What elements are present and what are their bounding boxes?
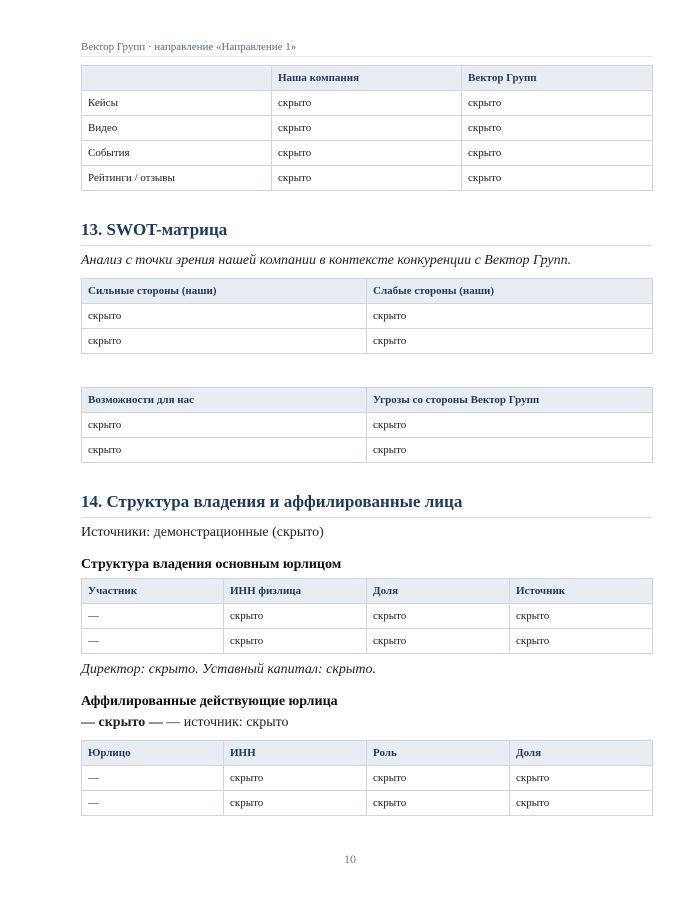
table-cell: скрыто [462,141,653,166]
table-cell: — [82,791,224,816]
table-cell: скрыто [224,604,367,629]
ownership-table-wrapper [81,578,653,654]
table-row [82,438,653,463]
comparison-table-wrapper [81,65,653,191]
table-cell: скрыто [272,166,462,191]
table-row [82,791,653,816]
table-row [82,766,653,791]
table-cell: скрыто [367,629,510,654]
table-cell: — [82,766,224,791]
table-header-cell: Возможности для нас [82,388,367,413]
table-header-cell: Сильные стороны (наши) [82,279,367,304]
running-header: Вектор Групп · направление «Направление 1» [81,41,652,57]
table-cell: Кейсы [82,91,272,116]
table-cell: скрыто [224,766,367,791]
section-14-title: 14. Структура владения и аффилированные лица [81,492,652,518]
table-cell: скрыто [272,91,462,116]
table-cell: скрыто [510,791,653,816]
table-row [82,304,653,329]
table-cell: скрыто [510,766,653,791]
table-header-cell: Роль [367,741,510,766]
table-cell: скрыто [82,304,367,329]
affiliated-source: — источник: скрыто [162,715,289,730]
table-header-row [82,279,653,304]
table-header-row [82,66,653,91]
table-header-cell: Участник [82,579,224,604]
table-header-cell: Источник [510,579,653,604]
table-header-row [82,579,653,604]
table-cell: скрыто [367,329,653,354]
affiliated-heading: Аффилированные действующие юрлица [81,694,338,709]
table-cell: скрыто [272,116,462,141]
swot-strengths-weaknesses-wrapper [81,278,653,354]
director-note: Директор: скрыто. Уставный капитал: скрыто. [81,662,376,677]
table-cell: Видео [82,116,272,141]
table-row [82,413,653,438]
ownership-table [81,578,653,654]
table-row [82,604,653,629]
table-cell: скрыто [82,413,367,438]
table-cell: скрыто [510,629,653,654]
affiliated-table [81,740,653,816]
table-cell: скрыто [462,91,653,116]
table-row [82,166,653,191]
table-header-row [82,388,653,413]
table-header-cell: Наша компания [272,66,462,91]
comparison-table [81,65,653,191]
swot-strengths-weaknesses-table [81,278,653,354]
affiliated-label: — скрыто — [81,715,163,730]
table-cell: скрыто [367,438,653,463]
swot-opportunities-threats-table [81,387,653,463]
table-cell: скрыто [510,604,653,629]
table-cell: скрыто [272,141,462,166]
table-cell: скрыто [462,166,653,191]
table-row [82,629,653,654]
table-row [82,116,653,141]
table-header-cell: Доля [510,741,653,766]
table-cell: скрыто [82,329,367,354]
table-cell: скрыто [82,438,367,463]
table-header-cell: Юрлицо [82,741,224,766]
table-cell: скрыто [367,304,653,329]
table-cell: — [82,604,224,629]
table-row [82,141,653,166]
table-cell: скрыто [367,413,653,438]
table-cell: скрыто [367,604,510,629]
table-cell: скрыто [462,116,653,141]
table-cell: скрыто [224,629,367,654]
table-cell: События [82,141,272,166]
swot-opportunities-threats-wrapper [81,387,653,463]
table-cell: скрыто [224,791,367,816]
table-header-row [82,741,653,766]
table-header-cell [82,66,272,91]
page-number: 10 [344,852,356,866]
sources-note: Источники: демонстрационные (скрыто) [81,525,324,540]
affiliated-table-wrapper [81,740,653,816]
table-cell: скрыто [367,766,510,791]
swot-subtitle: Анализ с точки зрения нашей компании в контексте конкуренции с Вектор Групп. [81,253,572,268]
table-header-cell: Угрозы со стороны Вектор Групп [367,388,653,413]
table-header-cell: Вектор Групп [462,66,653,91]
table-row [82,91,653,116]
ownership-heading: Структура владения основным юрлицом [81,557,342,572]
table-row [82,329,653,354]
affiliated-source-line [81,715,289,731]
table-header-cell: Доля [367,579,510,604]
table-header-cell: Слабые стороны (наши) [367,279,653,304]
table-cell: скрыто [367,791,510,816]
table-cell: Рейтинги / отзывы [82,166,272,191]
table-header-cell: ИНН физлица [224,579,367,604]
table-cell: — [82,629,224,654]
section-13-title: 13. SWOT-матрица [81,220,652,246]
table-header-cell: ИНН [224,741,367,766]
